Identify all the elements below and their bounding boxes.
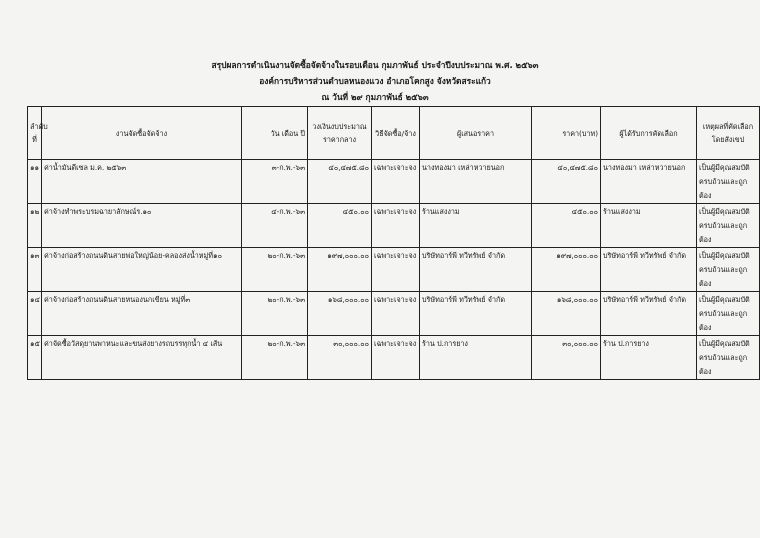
cell-reason: เป็นผู้มีคุณสมบัติครบถ้วนและถูกต้อง (697, 336, 760, 380)
cell-date: ๒๐-ก.พ.-๖๓ (242, 292, 308, 336)
cell-method: เฉพาะเจาะจง (372, 336, 420, 380)
header-item: งานจัดซื้อจัดจ้าง (42, 107, 242, 160)
cell-budget: ๑๖๘,๐๐๐.๐๐ (308, 292, 372, 336)
cell-method: เฉพาะเจาะจง (372, 204, 420, 248)
cell-budget: ๔๐,๔๗๕.๘๐ (308, 160, 372, 204)
cell-price: ๔๕๐.๐๐ (532, 204, 601, 248)
header-price: ราคา(บาท) (532, 107, 601, 160)
header-bidder: ผู้เสนอราคา (420, 107, 532, 160)
header-date: วัน เดือน ปี (242, 107, 308, 160)
cell-price: ๓๐,๐๐๐.๐๐ (532, 336, 601, 380)
cell-winner: นางทองมา เหล่าหวายนอก (601, 160, 697, 204)
cell-winner: บริษัทอาร์พี ทวีทรัพย์ จำกัด (601, 248, 697, 292)
header-budget: วงเงินงบประมาณราคากลาง (308, 107, 372, 160)
cell-no: ๑๕ (28, 336, 42, 380)
procurement-table (27, 106, 760, 380)
cell-reason: เป็นผู้มีคุณสมบัติครบถ้วนและถูกต้อง (697, 160, 760, 204)
cell-budget: ๑๙๗,๐๐๐.๐๐ (308, 248, 372, 292)
cell-item: ค่าจ้างทำพระบรมฉายาลักษณ์ร.๑๐ (42, 204, 242, 248)
report-date: ณ วันที่ ๒๙ กุมภาพันธ์ ๒๕๖๓ (321, 92, 429, 102)
cell-no: ๑๑ (28, 160, 42, 204)
report-header (0, 57, 750, 105)
cell-budget: ๓๐,๐๐๐.๐๐ (308, 336, 372, 380)
cell-price: ๑๖๘,๐๐๐.๐๐ (532, 292, 601, 336)
cell-item: ค่าจัดซื้อวัสดุยานพาหนะและขนส่งยางรถบรรทุกน้ำ ๔ เส้น (42, 336, 242, 380)
cell-bidder: ร้าน ป.การยาง (420, 336, 532, 380)
cell-price: ๑๙๗,๐๐๐.๐๐ (532, 248, 601, 292)
table-row (28, 248, 760, 292)
cell-bidder: นางทองมา เหล่าหวายนอก (420, 160, 532, 204)
cell-reason: เป็นผู้มีคุณสมบัติครบถ้วนและถูกต้อง (697, 292, 760, 336)
table-header-row (28, 107, 760, 160)
header-no: ลำดับที่ (28, 107, 42, 160)
cell-date: ๒๐-ก.พ.-๖๓ (242, 336, 308, 380)
table-row (28, 160, 760, 204)
cell-item: ค่าจ้างก่อสร้างถนนดินสายหนองนกเขียน หมู่ที่๓ (42, 292, 242, 336)
cell-bidder: บริษัทอาร์พี ทวีทรัพย์ จำกัด (420, 292, 532, 336)
cell-reason: เป็นผู้มีคุณสมบัติครบถ้วนและถูกต้อง (697, 248, 760, 292)
cell-item: ค่าจ้างก่อสร้างถนนดินสายพ่อใหญ่น้อย-คลองส่งน้ำหมู่ที่๑๐ (42, 248, 242, 292)
cell-winner: ร้านแสงงาม (601, 204, 697, 248)
organization-line: องค์การบริหารส่วนตำบลหนองแวง อำเภอโคกสูง จังหวัดสระแก้ว (259, 76, 491, 86)
cell-date: ๓-ก.พ.-๖๓ (242, 160, 308, 204)
cell-budget: ๔๕๐.๐๐ (308, 204, 372, 248)
cell-bidder: บริษัทอาร์พี ทวีทรัพย์ จำกัด (420, 248, 532, 292)
cell-no: ๑๓ (28, 248, 42, 292)
cell-winner: บริษัทอาร์พี ทวีทรัพย์ จำกัด (601, 292, 697, 336)
cell-date: ๔-ก.พ.-๖๓ (242, 204, 308, 248)
header-winner: ผู้ได้รับการคัดเลือก (601, 107, 697, 160)
report-title: สรุปผลการดำเนินงานจัดซื้อจัดจ้างในรอบเดือน กุมภาพันธ์ ประจำปีงบประมาณ พ.ศ. ๒๕๖๓ (211, 60, 539, 70)
table-row (28, 292, 760, 336)
cell-date: ๒๐-ก.พ.-๖๓ (242, 248, 308, 292)
cell-winner: ร้าน ป.การยาง (601, 336, 697, 380)
header-method: วิธีจัดซื้อ/จ้าง (372, 107, 420, 160)
cell-method: เฉพาะเจาะจง (372, 160, 420, 204)
cell-method: เฉพาะเจาะจง (372, 248, 420, 292)
table-row (28, 336, 760, 380)
cell-price: ๔๐,๔๗๕.๘๐ (532, 160, 601, 204)
table-row (28, 204, 760, 248)
cell-no: ๑๔ (28, 292, 42, 336)
cell-no: ๑๒ (28, 204, 42, 248)
cell-method: เฉพาะเจาะจง (372, 292, 420, 336)
header-reason: เหตุผลที่คัดเลือกโดยสังเขป (697, 107, 760, 160)
cell-reason: เป็นผู้มีคุณสมบัติครบถ้วนและถูกต้อง (697, 204, 760, 248)
cell-item: ค่าน้ำมันดีเซล ม.ค. ๒๕๖๓ (42, 160, 242, 204)
cell-bidder: ร้านแสงงาม (420, 204, 532, 248)
